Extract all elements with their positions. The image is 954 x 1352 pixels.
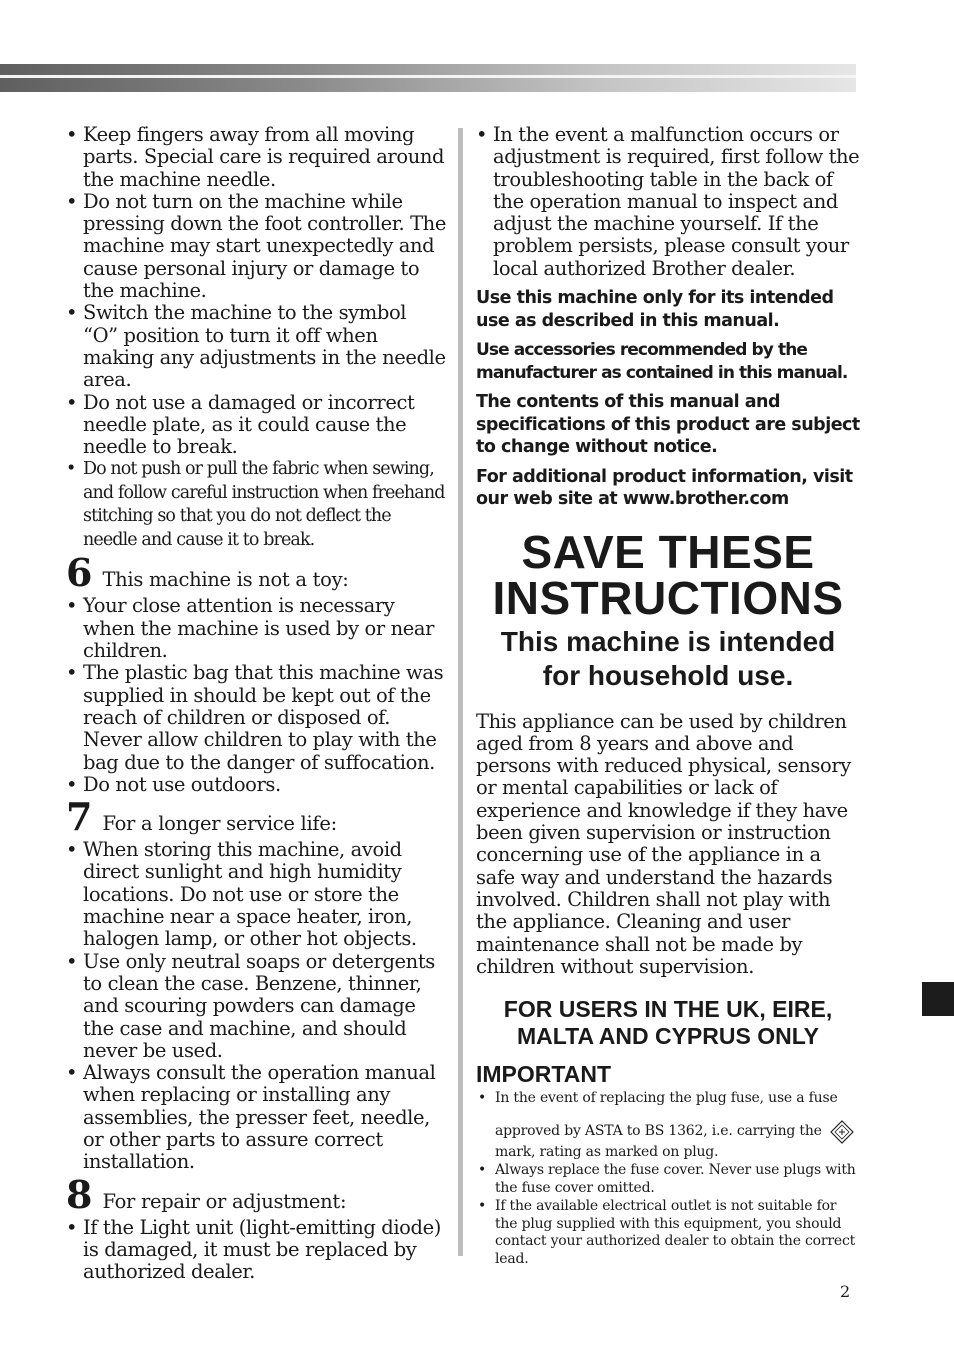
section-number: 8 [66, 1171, 93, 1217]
uk-users-heading [476, 996, 860, 1050]
fuse-list [476, 1090, 860, 1268]
save-instructions-title [476, 525, 860, 624]
asta-mark-icon [830, 1120, 854, 1144]
fuse-line: approved by ASTA to BS 1362, i.e. carrying the [495, 1122, 822, 1139]
section-tab-marker [922, 982, 954, 1016]
intended-use-note: Use this machine only for its intended use as described in this manual. [476, 288, 834, 331]
title-line: INSTRUCTIONS [492, 571, 844, 624]
right-column [476, 124, 860, 1269]
fuse-line: mark, rating as marked on plug. [495, 1143, 719, 1160]
fuse-line: • In the event of replacing the plug fuse, use a fuse [495, 1090, 838, 1107]
section-7-list [66, 839, 446, 1173]
list-item: • The plastic bag that this machine was supplied in should be kept out of the reach of children or disposed of. Never allow children to play with the bag due to the danger of suffocation. [66, 662, 446, 773]
important-heading: IMPORTANT [476, 1061, 612, 1088]
fuse-line-with-mark [495, 1120, 860, 1144]
accessories-note: Use accessories recommended by the manufacturer as contained in this manual. [476, 340, 848, 383]
list-item: • Keep fingers away from all moving parts. Special care is required around the machine needle. [66, 124, 446, 191]
household-use-heading [476, 625, 860, 693]
section-label: For a longer service life: [102, 812, 337, 836]
section-label: This machine is not a toy: [102, 568, 349, 592]
left-column [66, 124, 446, 1283]
appliance-paragraph: This appliance can be used by children aged from 8 years and above and persons with reduced physical, sensory or mental capabilities or lack of experience and knowledge if they have been given supervision or instruction concerning use of the appliance in a safe way and understand the hazards involved. Children shall not play with the appliance. Cleaning and user maintenance shall not be made by children without supervision. [476, 709, 851, 978]
heading-line: for household use. [542, 659, 794, 691]
list-item: • In the event a malfunction occurs or adjustment is required, first follow the troubleshooting table in the back of the operation manual to inspect and adjust the machine yourself. If the problem persists, please consult your local authorized Brother dealer. [476, 124, 860, 280]
list-item: • Do not push or pull the fabric when sewing, and follow careful instruction when freehand stitching so that you do not deflect the needle and cause it to break. [66, 458, 446, 552]
section-number: 7 [66, 794, 93, 840]
list-item: • Use only neutral soaps or detergents to clean the case. Benzene, thinner, and scouring powders can damage the case and machine, and should never be used. [66, 951, 446, 1062]
list-item: • Your close attention is necessary when the machine is used by or near children. [66, 595, 446, 662]
header-bar [0, 64, 856, 92]
list-item: • Do not use outdoors. [66, 774, 446, 796]
list-item: • Always consult the operation manual when replacing or installing any assemblies, the presser feet, needle, or other parts to assure correct installation. [66, 1062, 446, 1173]
header-stripe [0, 75, 856, 78]
title-line: SAVE THESE [521, 525, 815, 578]
malfunction-list [476, 124, 860, 280]
section-8-heading [66, 1171, 446, 1217]
change-notice-note: The contents of this manual and specifications of this product are subject to change without notice. [476, 392, 860, 458]
page-number: 2 [840, 1282, 851, 1301]
list-item: • If the Light unit (light-emitting diode) is damaged, it must be replaced by authorized dealer. [66, 1217, 446, 1284]
safety-list-top [66, 124, 446, 552]
list-item: • Do not use a damaged or incorrect needle plate, as it could cause the needle to break. [66, 392, 446, 459]
section-label: For repair or adjustment: [102, 1189, 347, 1213]
list-item: • If the available electrical outlet is not suitable for the plug supplied with this equipment, you should contact your authorized dealer to obtain the correct lead. [476, 1198, 860, 1268]
section-6-list [66, 595, 446, 796]
section-7-heading [66, 794, 446, 840]
heading-line: FOR USERS IN THE UK, EIRE, [503, 996, 833, 1023]
list-item: • When storing this machine, avoid direct sunlight and high humidity locations. Do not use or store the machine near a space heater, iron, halogen lamp, or other hot objects. [66, 839, 446, 950]
heading-line: This machine is intended [500, 625, 836, 657]
list-item [476, 1090, 860, 1161]
section-8-list [66, 1217, 446, 1284]
list-item: • Do not turn on the machine while pressing down the foot controller. The machine may start unexpectedly and cause personal injury or damage to the machine. [66, 191, 446, 302]
section-6-heading [66, 550, 446, 596]
column-divider [458, 128, 463, 1256]
website-note: For additional product information, visit our web site at www.brother.com [476, 466, 853, 510]
list-item: • Always replace the fuse cover. Never use plugs with the fuse cover omitted. [476, 1162, 860, 1197]
section-number: 6 [66, 550, 93, 596]
list-item: • Switch the machine to the symbol “O” position to turn it off when making any adjustments in the needle area. [66, 302, 446, 391]
heading-line: MALTA AND CYPRUS ONLY [517, 1023, 819, 1050]
